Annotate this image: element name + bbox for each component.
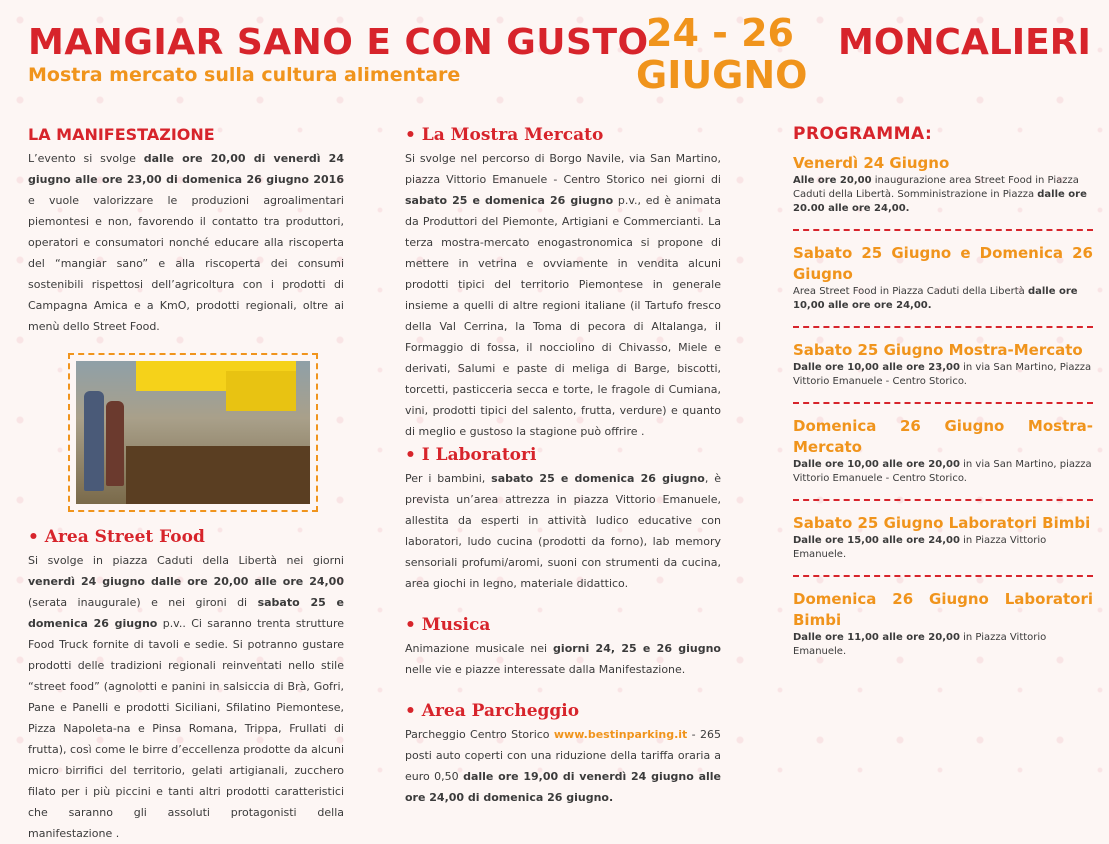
programma-list (793, 153, 1093, 659)
programma-detail: Dalle ore 15,00 alle ore 24,00 in Piazza Vittorio Emanuele. (793, 535, 1047, 560)
mostra-text: Si svolge nel percorso di Borgo Navile, via San Martino, piazza Vittorio Emanuele - Centro Storico nei giorni di sabato 25 e domenica 26 giugno p.v., ed è animata da Produttori del Piemonte, Artigiani e Commercianti. La terza mostra-mercato enogastronomica si propone di mettere in vetrina e ovviamente in vendita alcuni prodotti tipici del territorio Piemontese in generale insieme a quelli di altre regioni italiane (il Tartufo fresco della Val Cerrina, la Toma di pecora di Altalanga, il Formaggio di fossa, il nocciolino di Chivasso, Miele e derivati, Salumi e paste di meliga di Barge, biscotti, torcetti, pasticceria secca e torte, le fragole di Cumiana, vini, prodotti tipici del salento, frutta, verdure) e quanto di meglio e gustoso la stagione può offrire . (405, 152, 721, 438)
section-heading-musica: • Musica (405, 615, 491, 635)
section-heading-manifestazione: LA MANIFESTAZIONE (28, 125, 215, 144)
programma-divider (793, 499, 1093, 501)
manifestazione-text: L’evento si svolge dalle ore 20,00 di venerdì 24 giugno alle ore 23,00 di domenica 26 giugno 2016 e vuole valorizzare le produzioni agroalimentari piemontesi e non, favorendo il contatto tra produttori, operatori e consumatori nonché educare alla riscoperta del “mangiar sano” e alla riscoperta dei consumi sostenibili rispettosi dell’agricoltura con i prodotti di Campagna Amica e a KmO, prodotti regionali, oltre ai menù dello Street Food. (28, 152, 344, 333)
programma-day: Domenica 26 Giugno Mostra-Mercato (793, 417, 1093, 456)
programma-day: Domenica 26 Giugno Laboratori Bimbi (793, 590, 1093, 629)
programma-title: PROGRAMMA: (793, 124, 933, 144)
programma-detail: Area Street Food in Piazza Caduti della Libertà dalle ore 10,00 alle ore ore 24,00. (793, 286, 1078, 311)
section-heading-laboratori: • I Laboratori (405, 445, 537, 465)
main-title: MANGIAR SANO E CON GUSTO (28, 22, 649, 63)
programma-detail: Dalle ore 11,00 alle ore 20,00 in Piazza Vittorio Emanuele. (793, 632, 1047, 657)
programma-day: Venerdì 24 Giugno (793, 154, 950, 172)
programma-item (793, 416, 1093, 486)
programma-divider (793, 326, 1093, 328)
programma-detail: Dalle ore 10,00 alle ore 23,00 in via San Martino, Piazza Vittorio Emanuele - Centro Storico. (793, 362, 1092, 387)
programma-divider (793, 575, 1093, 577)
subtitle: Mostra mercato sulla cultura alimentare (28, 64, 461, 86)
event-dates (636, 11, 808, 97)
programma-day: Sabato 25 Giugno e Domenica 26 Giugno (793, 244, 1093, 283)
section-heading-street-food: • Area Street Food (28, 527, 205, 547)
programma-divider (793, 402, 1093, 404)
street-food-text: Si svolge in piazza Caduti della Libertà nei giorni venerdì 24 giugno dalle ore 20,00 alle ore 24,00 (serata inaugurale) e nei gironi di sabato 25 e domenica 26 giugno p.v.. Ci saranno trenta strutture Food Truck fornite di tavoli e sedie. Si potranno gustare prodotti delle tradizioni regionali reinventati nello stile “street food” (agnolotti e panini in salsiccia di Brà, Gofri, Pane e Panelli e prodotti Siciliani, Sfilatino Piemontese, Pizza Napoleta-na e Pinsa Romana, Trippa, Frullati di frutta), così come le birre d’eccellenza prodotte da alcuni micro birrifici del territorio, gelati artigianali, zucchero filato per i più piccini e tanti altri prodotti caratteristici che saranno gli assoluti protagonisti della manifestazione . (28, 554, 345, 840)
programma-item (793, 153, 1093, 216)
programma-item (793, 513, 1093, 562)
musica-text: Animazione musicale nei giorni 24, 25 e 26 giugno nelle vie e piazze interessate dalla Manifestazione. (405, 642, 721, 676)
market-photo-frame (68, 353, 318, 512)
column-middle (405, 124, 721, 808)
programma-item (793, 340, 1093, 389)
city-name: MONCALIERI (838, 22, 1091, 63)
programma-divider (793, 229, 1093, 231)
laboratori-text: Per i bambini, sabato 25 e domenica 26 giugno, è prevista un’area attrezza in piazza Vittorio Emanuele, allestita da esperti in attività ludico educative con laboratori, ludo cucina (prodotti da forno), lab memory sensoriali profumi/aromi, suoni con strumenti da cucina, area giochi in legno, materiale didattico. (405, 472, 721, 590)
market-photo (76, 361, 310, 504)
date-month: GIUGNO (636, 53, 808, 97)
column-left (28, 124, 344, 844)
parking-link[interactable]: www.bestinparking.it (553, 728, 688, 741)
section-heading-parcheggio: • Area Parcheggio (405, 701, 580, 721)
programma-day: Sabato 25 Giugno Laboratori Bimbi (793, 514, 1091, 532)
column-programma (793, 124, 1093, 659)
date-range: 24 - 26 (646, 11, 794, 55)
programma-item (793, 589, 1093, 659)
section-heading-mostra: • La Mostra Mercato (405, 125, 604, 145)
programma-day: Sabato 25 Giugno Mostra-Mercato (793, 341, 1083, 359)
programma-detail: Alle ore 20,00 inaugurazione area Street Food in Piazza Caduti della Libertà. Somministrazione in Piazza dalle ore 20.00 alle ore 24,00. (793, 175, 1087, 214)
parcheggio-text: Parcheggio Centro Storico www.bestinparking.it - 265 posti auto coperti con una riduzione della tariffa oraria a euro 0,50 dalle ore 19,00 di venerdì 24 giugno alle ore 24,00 di domenica 26 giugno. (405, 728, 721, 804)
programma-detail: Dalle ore 10,00 alle ore 20,00 in via San Martino, piazza Vittorio Emanuele - Centro Storico. (793, 459, 1092, 484)
programma-item (793, 243, 1093, 313)
